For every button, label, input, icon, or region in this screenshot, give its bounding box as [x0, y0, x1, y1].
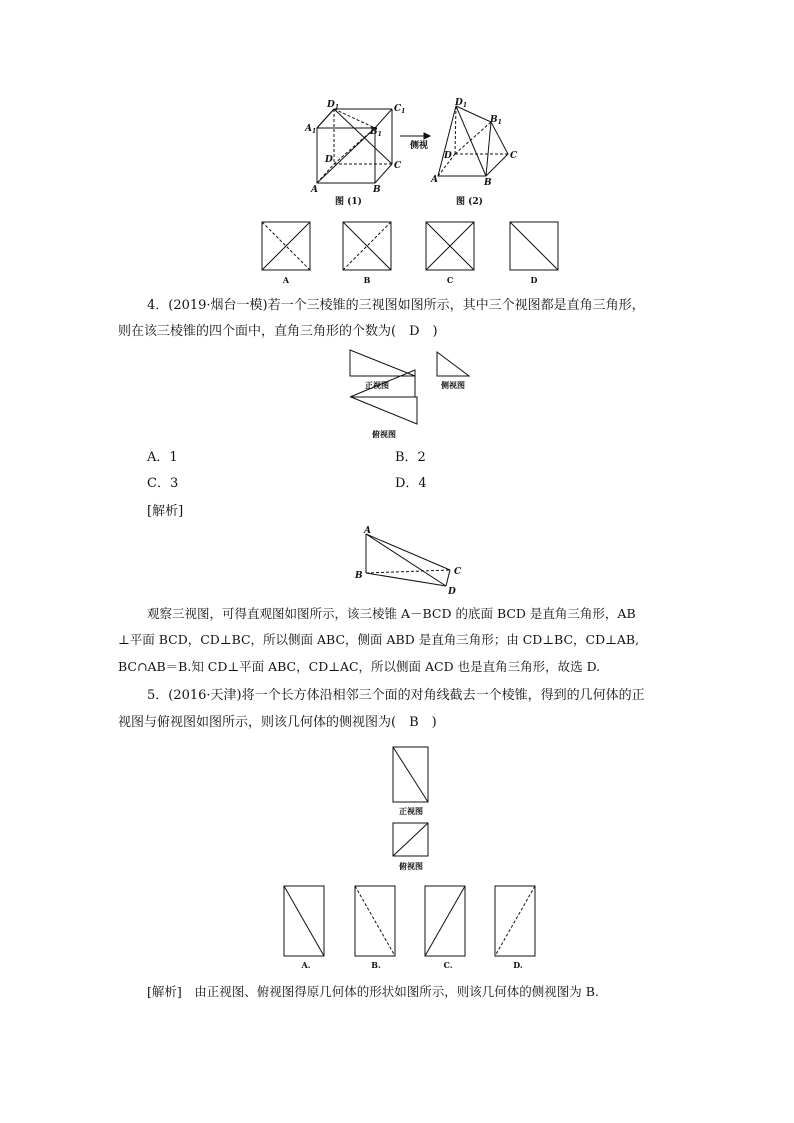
q4-fig-a: A [364, 526, 371, 536]
q5-option-a: A. [301, 960, 311, 970]
label2-b: B [484, 178, 492, 188]
q4-line1: 4．(2019·烟台一模)若一个三棱锥的三视图如图所示，其中三个视图都是直角三角形， [147, 298, 645, 313]
q4-choice-b: B．2 [395, 450, 426, 465]
q5-top-view [384, 820, 440, 874]
q5-top-label: 俯视图 [399, 861, 423, 871]
label-c: C [394, 161, 402, 171]
caption-fig1: 图 (1) [335, 197, 362, 207]
q4-pyramid-figure [352, 524, 470, 596]
label2-b1: $B_1$ [490, 115, 502, 126]
q5-line2: 视图与俯视图如图所示，则该几何体的侧视图为( B ) [118, 715, 437, 730]
q5-front-view [384, 744, 440, 820]
label2-d: D [444, 151, 452, 161]
arrow-label: 侧视 [410, 141, 429, 151]
q4-explanation-2: ⊥平面 BCD，CD⊥BC，所以侧面 ABC，侧面 ABD 是直角三角形；由 CD⊥BC，CD⊥AB, [118, 632, 640, 647]
label-c1: $C_1$ [394, 104, 406, 115]
label2-d1: $D_1$ [455, 98, 467, 109]
q4-choice-a: A．1 [147, 450, 178, 465]
label-d: D [325, 155, 333, 165]
q5-option-c: C. [443, 960, 453, 970]
q4-line2: 则在该三棱锥的四个面中，直角三角形的个数为( D ) [118, 324, 438, 339]
label-a1: $A_1$ [305, 124, 317, 135]
q4-top-view [348, 394, 428, 442]
q4-explanation-3: BC∩AB＝B.知 CD⊥平面 ABC，CD⊥AC，所以侧面 ACD 也是直角三角形，故选 D. [118, 659, 601, 674]
q5-front-label: 正视图 [399, 806, 423, 816]
q5-options-figure [280, 884, 550, 972]
q4-choice-d: D．4 [395, 476, 427, 491]
q5-option-b: B. [371, 960, 381, 970]
label-b1: $B_1$ [370, 127, 382, 138]
q4-top-label: 俯视图 [372, 429, 396, 439]
label-a: A [311, 185, 318, 195]
label2-c: C [510, 151, 518, 161]
option-b-label: B [363, 275, 371, 285]
q4-front-label: 正视图 [365, 380, 389, 390]
q4-fig-c: C [454, 567, 462, 577]
label-d1: $D_1$ [327, 100, 339, 111]
label2-a: A [431, 175, 438, 185]
q5-line1: 5．(2016·天津)将一个长方体沿相邻三个面的对角线截去一个棱锥，得到的几何体的正 [147, 688, 645, 703]
q4-side-label: 侧视图 [441, 380, 465, 390]
option-a-label: A [282, 275, 290, 285]
q5-option-d: D. [513, 960, 523, 970]
q5-analysis: [解析] 由正视图、俯视图得原几何体的形状如图所示，则该几何体的侧视图为 B. [147, 984, 599, 999]
caption-fig2: 图 (2) [456, 197, 483, 207]
q4-fig-d: D [448, 587, 456, 596]
label-b: B [373, 185, 381, 195]
cube-figure [300, 96, 530, 208]
option-d-label: D [530, 275, 538, 285]
q4-choice-c: C．3 [147, 476, 179, 491]
q4-analysis-label: [解析] [147, 504, 184, 519]
options-figure [256, 218, 566, 290]
option-c-label: C [446, 275, 454, 285]
q4-explanation-1: 观察三视图，可得直观图如图所示，该三棱锥 A－BCD 的底面 BCD 是直角三角形，AB [147, 606, 636, 621]
q4-fig-b: B [355, 571, 363, 581]
